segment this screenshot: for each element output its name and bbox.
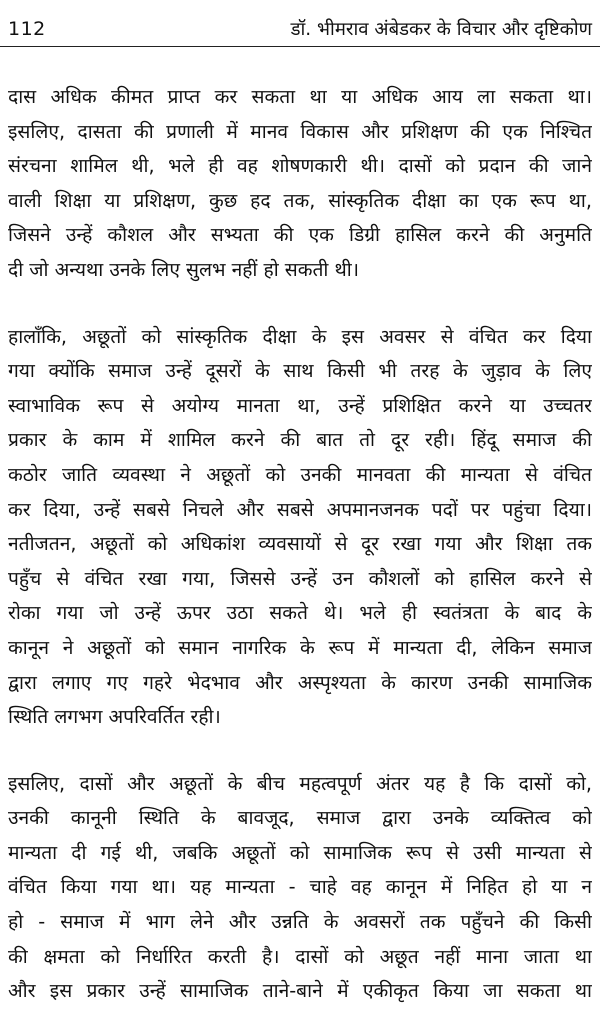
text-line: की क्षमता को निर्धारित करती है। दासों को अछूत नहीं माना जाता था xyxy=(8,944,592,968)
paragraph xyxy=(8,80,592,288)
page-body xyxy=(8,80,592,1009)
text-line: मान्यता दी गई थी, जबकि अछूतों को सामाजिक रूप से उसी मान्यता से xyxy=(8,840,592,864)
text-line: और इस प्रकार उन्हें सामाजिक ताने-बाने में एकीकृत किया जा सकता था xyxy=(8,979,592,1003)
text-line: गया क्योंकि समाज उन्हें दूसरों के साथ किसी भी तरह के जुड़ाव के लिए xyxy=(8,359,592,383)
text-line: जिसने उन्हें कौशल और सभ्यता की एक डिग्री हासिल करने की अनुमति xyxy=(8,223,592,247)
text-line: संरचना शामिल थी, भले ही वह शोषणकारी थी। दासों को प्रदान की जाने xyxy=(8,154,592,178)
text-line: दी जो अन्यथा उनके लिए सुलभ नहीं हो सकती थी। xyxy=(8,257,359,281)
page-header xyxy=(0,0,600,58)
text-line: प्रकार के काम में शामिल करने की बात तो दूर रही। हिंदू समाज की xyxy=(8,428,592,452)
header-divider xyxy=(0,46,600,47)
text-line: हो - समाज में भाग लेने और उन्नति के अवसरों तक पहुँचने की किसी xyxy=(8,910,592,934)
text-line: दास अधिक कीमत प्राप्त कर सकता था या अधिक आय ला सकता था। xyxy=(8,85,592,108)
paragraph xyxy=(8,767,592,1009)
text-line: उनकी कानूनी स्थिति के बावजूद, समाज द्वारा उनके व्यक्तित्व को xyxy=(8,806,592,830)
text-line: द्वारा लगाए गए गहरे भेदभाव और अस्पृश्यता के कारण उनकी सामाजिक xyxy=(8,670,592,694)
text-line: रोका गया जो उन्हें ऊपर उठा सकते थे। भले ही स्वतंत्रता के बाद के xyxy=(8,601,592,625)
running-title: डॉ. भीमराव अंबेडकर के विचार और दृष्टिकोण xyxy=(290,19,592,40)
text-line: वाली शिक्षा या प्रशिक्षण, कुछ हद तक, सांस्कृतिक दीक्षा का एक रूप था, xyxy=(8,188,592,212)
text-line: इसलिए, दासों और अछूतों के बीच महत्वपूर्ण अंतर यह है कि दासों को, xyxy=(8,771,592,795)
text-line: इसलिए, दासता की प्रणाली में मानव विकास और प्रशिक्षण की एक निश्चित xyxy=(8,119,592,143)
paragraph xyxy=(8,320,592,735)
text-line: स्थिति लगभग अपरिवर्तित रही। xyxy=(8,705,221,729)
text-line: कानून ने अछूतों को समान नागरिक के रूप में मान्यता दी, लेकिन समाज xyxy=(8,635,592,659)
text-line: स्वाभाविक रूप से अयोग्य मानता था, उन्हें प्रशिक्षित करने या उच्चतर xyxy=(8,393,592,417)
text-line: वंचित किया गया था। यह मान्यता - चाहे वह कानून में निहित हो या न xyxy=(8,875,592,899)
text-line: कठोर जाति व्यवस्था ने अछूतों को उनकी मानवता की मान्यता से वंचित xyxy=(8,462,592,486)
text-line: पहुँच से वंचित रखा गया, जिससे उन्हें उन कौशलों को हासिल करने से xyxy=(8,566,592,590)
text-line: नतीजतन, अछूतों को अधिकांश व्यवसायों से दूर रखा गया और शिक्षा तक xyxy=(8,532,592,556)
text-line: हालाँकि, अछूतों को सांस्कृतिक दीक्षा के इस अवसर से वंचित कर दिया xyxy=(8,324,592,348)
page-number: 112 xyxy=(8,18,46,40)
text-line: कर दिया, उन्हें सबसे निचले और सबसे अपमानजनक पदों पर पहुंचा दिया। xyxy=(8,497,592,521)
